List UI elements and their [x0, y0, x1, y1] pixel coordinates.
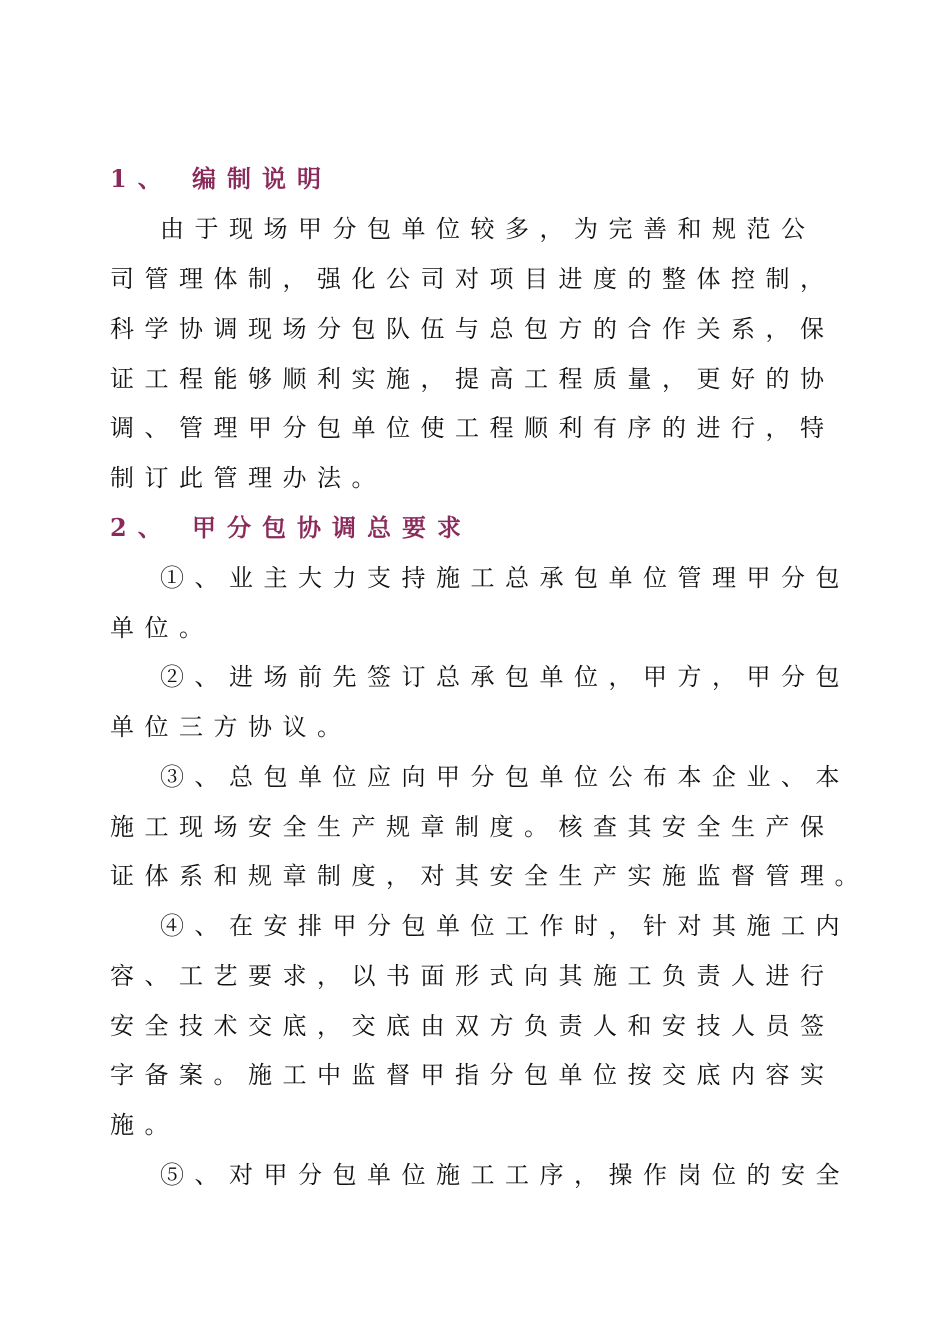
- requirement-line: ④、在安排甲分包单位工作时，针对其施工内: [160, 912, 850, 940]
- section-1-heading: 1、 编制说明: [110, 164, 333, 193]
- section-1-paragraph-line: 制订此管理办法。: [110, 464, 386, 492]
- requirement-line: 容、工艺要求，以书面形式向其施工负责人进行: [110, 962, 835, 990]
- requirement-line: 安全技术交底，交底由双方负责人和安技人员签: [110, 1012, 835, 1040]
- requirement-line: 单位三方协议。: [110, 713, 352, 741]
- section-1-paragraph-line: 由于现场甲分包单位较多，为完善和规范公: [160, 215, 816, 243]
- requirement-line: 字备案。施工中监督甲指分包单位按交底内容实: [110, 1061, 835, 1089]
- requirement-line: 证体系和规章制度，对其安全生产实施监督管理。: [110, 862, 869, 890]
- section-1-paragraph-line: 证工程能够顺利实施，提高工程质量，更好的协: [110, 365, 835, 393]
- requirement-line: ③、总包单位应向甲分包单位公布本企业、本: [160, 763, 850, 791]
- section-2-heading: 2、 甲分包协调总要求: [110, 513, 473, 542]
- requirement-line: ②、进场前先签订总承包单位，甲方，甲分包: [160, 663, 850, 691]
- requirement-line: ⑤、对甲分包单位施工工序，操作岗位的安全: [160, 1161, 850, 1189]
- section-1-paragraph-line: 调、管理甲分包单位使工程顺利有序的进行，特: [110, 414, 835, 442]
- requirement-line: 施。: [110, 1111, 179, 1139]
- section-1-paragraph-line: 司管理体制，强化公司对项目进度的整体控制，: [110, 265, 835, 293]
- requirement-line: 单位。: [110, 614, 214, 642]
- section-1-paragraph-line: 科学协调现场分包队伍与总包方的合作关系，保: [110, 315, 835, 343]
- requirement-line: 施工现场安全生产规章制度。核查其安全生产保: [110, 813, 835, 841]
- requirement-line: ①、业主大力支持施工总承包单位管理甲分包: [160, 564, 850, 592]
